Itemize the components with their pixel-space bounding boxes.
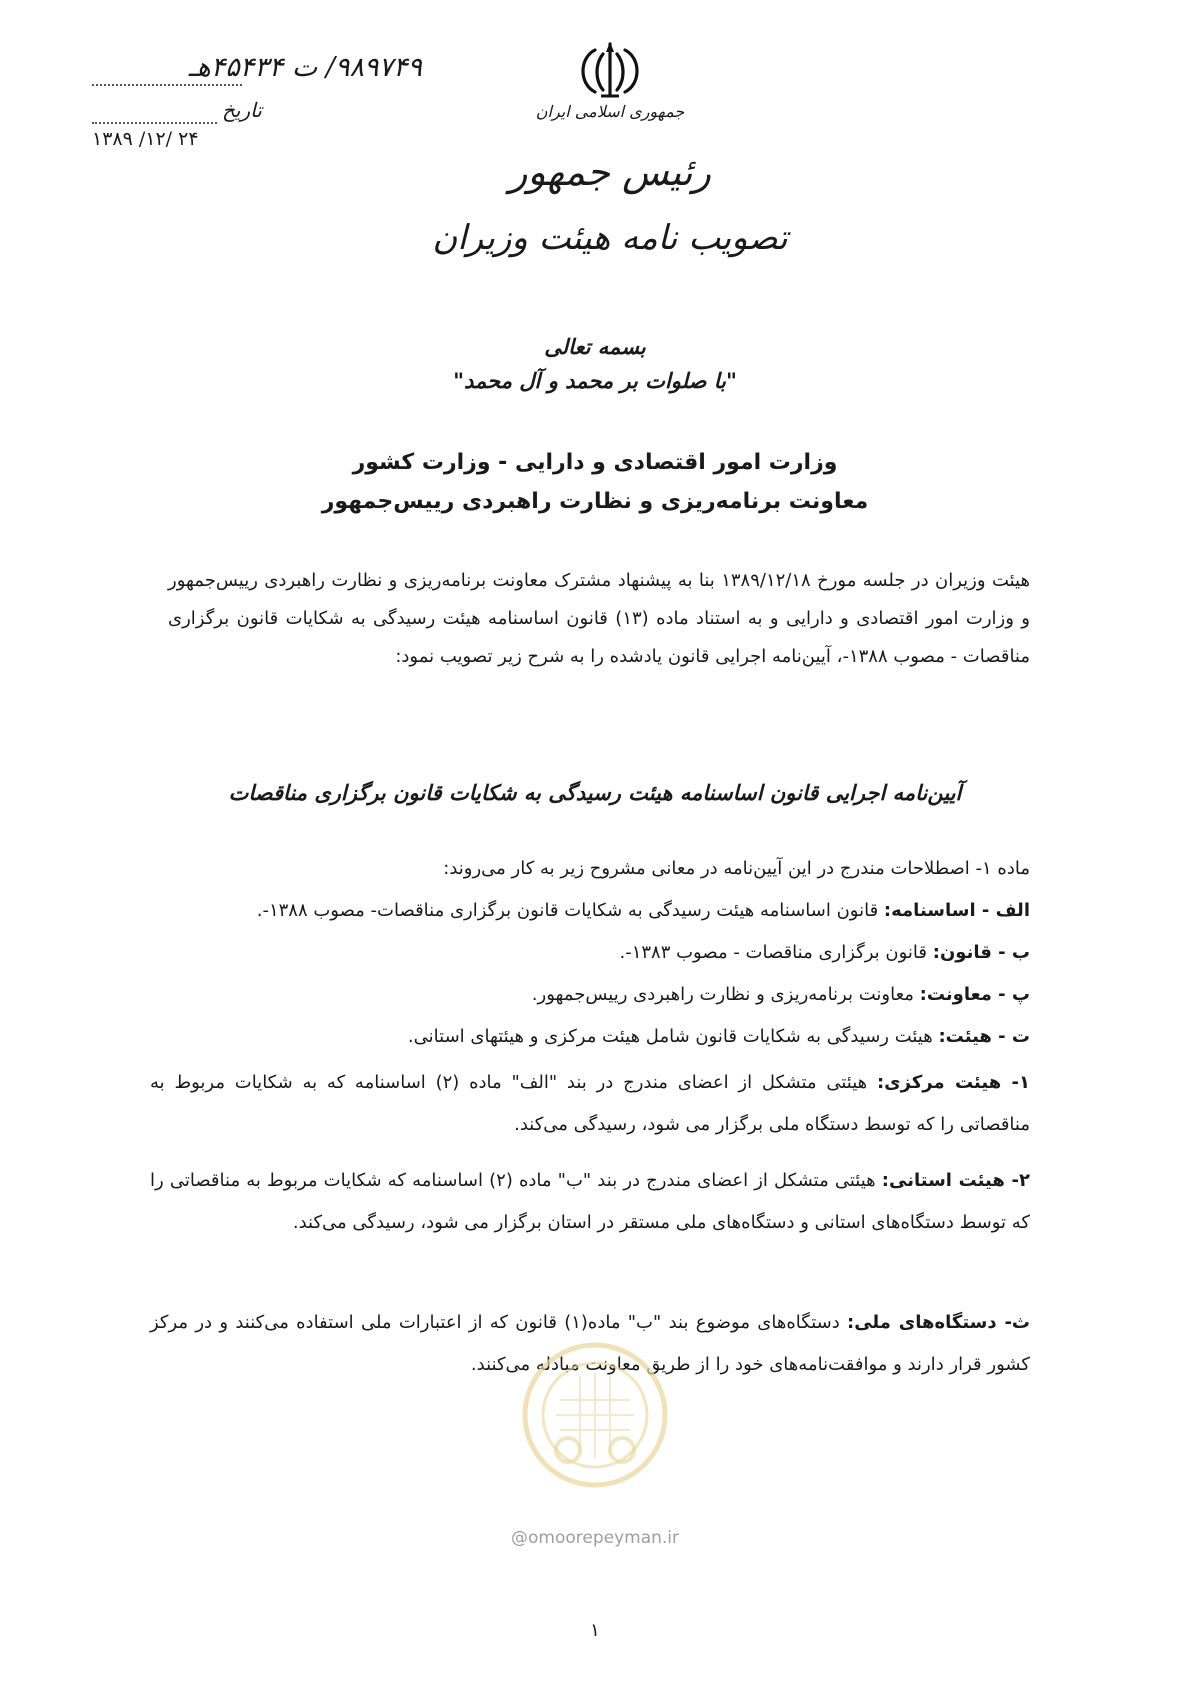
definition-item	[150, 1062, 1030, 1146]
definition-item	[150, 984, 1030, 1005]
bismillah: بسمه تعالی	[544, 334, 646, 359]
article-1-heading: ماده ۱- اصطلاحات مندرج در این آیین‌نامه در معانی مشروح زیر به کار می‌روند:	[443, 858, 1030, 879]
number-dotted-line	[92, 84, 242, 86]
definition-term: ب - قانون:	[932, 942, 1030, 963]
watermark-seal-icon	[520, 1340, 670, 1490]
president-title: رئیس جمهور	[509, 150, 711, 194]
letter-date: ۱۳۸۹ /۱۲/ ۲۴	[92, 128, 199, 150]
definition-item	[150, 1026, 1030, 1047]
definition-term: ۱- هیئت مرکزی:	[876, 1072, 1030, 1093]
definition-text: هیئت رسیدگی به شکایات قانون شامل هیئت مرکزی و هیئتهای استانی.	[407, 1026, 939, 1047]
page-number: ۱	[590, 1620, 600, 1641]
addressee-line: معاونت برنامه‌ریزی و نظارت راهبردی رییس‌جمهور	[321, 489, 869, 514]
definition-item	[150, 1160, 1030, 1244]
decree-title: تصویب نامه هیئت وزیران	[432, 218, 788, 258]
definition-term: ث- دستگاه‌های ملی:	[847, 1312, 1030, 1333]
definition-item	[150, 900, 1030, 921]
watermark-text: @omoorepeyman.ir	[510, 1528, 680, 1548]
intro-paragraph: هیئت وزیران در جلسه مورخ ۱۳۸۹/۱۲/۱۸ بنا به پیشنهاد مشترک معاونت برنامه‌ریزی و نظارت راهبردی رییس‌جمهور و وزارت امور اقتصادی و دارایی و به استناد ماده (۱۳) قانون اساسنامه هیئت رسیدگی به شکایات قانون برگزاری مناقصات - مصوب ۱۳۸۸-، آیین‌نامه اجرایی قانون یادشده را به شرح زیر تصویب نمود:	[168, 570, 1030, 667]
date-dotted-line	[92, 122, 217, 124]
letter-number: ۹۸۹۷۴۹/ ت ۴۵۴۳۴هـ	[188, 52, 422, 83]
definition-text: معاونت برنامه‌ریزی و نظارت راهبردی رییس‌جمهور.	[531, 984, 920, 1005]
emblem-caption: جمهوری اسلامی ایران	[535, 102, 685, 121]
addressee-line: وزارت امور اقتصادی و دارایی - وزارت کشور	[352, 450, 838, 475]
definition-term: الف - اساسنامه:	[883, 900, 1030, 921]
definition-text: هیئتی متشکل از اعضای مندرج در بند "ب" ماده (۲) اساسنامه که شکایات مربوط به مناقصاتی را که توسط دستگاه‌های استانی و دستگاه‌های ملی مستقر در استان برگزار می شود، رسیدگی می‌کند.	[150, 1170, 1030, 1233]
definition-term: ت - هیئت:	[938, 1026, 1030, 1047]
definition-text: دستگاه‌های موضوع بند "ب" ماده(۱) قانون که از اعتبارات ملی استفاده می‌کنند و در مرکز کشور قرار دارند و موافقت‌نامه‌های خود را از طریق معاونت مبادله می‌کنند.	[150, 1312, 1030, 1375]
definition-term: پ - معاونت:	[919, 984, 1030, 1005]
definition-text: هیئتی متشکل از اعضای مندرج در بند "الف" ماده (۲) اساسنامه که به شکایات مربوط به مناقصاتی را که توسط دستگاه ملی برگزار می شود، رسیدگی می‌کند.	[150, 1072, 1030, 1135]
definition-item	[150, 942, 1030, 963]
definition-text: قانون اساسنامه هیئت رسیدگی به شکایات قانون برگزاری مناقصات- مصوب ۱۳۸۸-.	[256, 900, 884, 921]
definition-text: قانون برگزاری مناقصات - مصوب ۱۳۸۳-.	[619, 942, 933, 963]
regulation-title: آیین‌نامه اجرایی قانون اساسنامه هیئت رسیدگی به شکایات قانون برگزاری مناقصات	[228, 780, 962, 805]
iran-emblem-icon	[565, 40, 655, 100]
date-label: تاریخ	[222, 98, 262, 122]
definition-term: ۲- هیئت استانی:	[881, 1170, 1031, 1191]
salawat-line: "با صلوات بر محمد و آل محمد"	[453, 368, 737, 393]
